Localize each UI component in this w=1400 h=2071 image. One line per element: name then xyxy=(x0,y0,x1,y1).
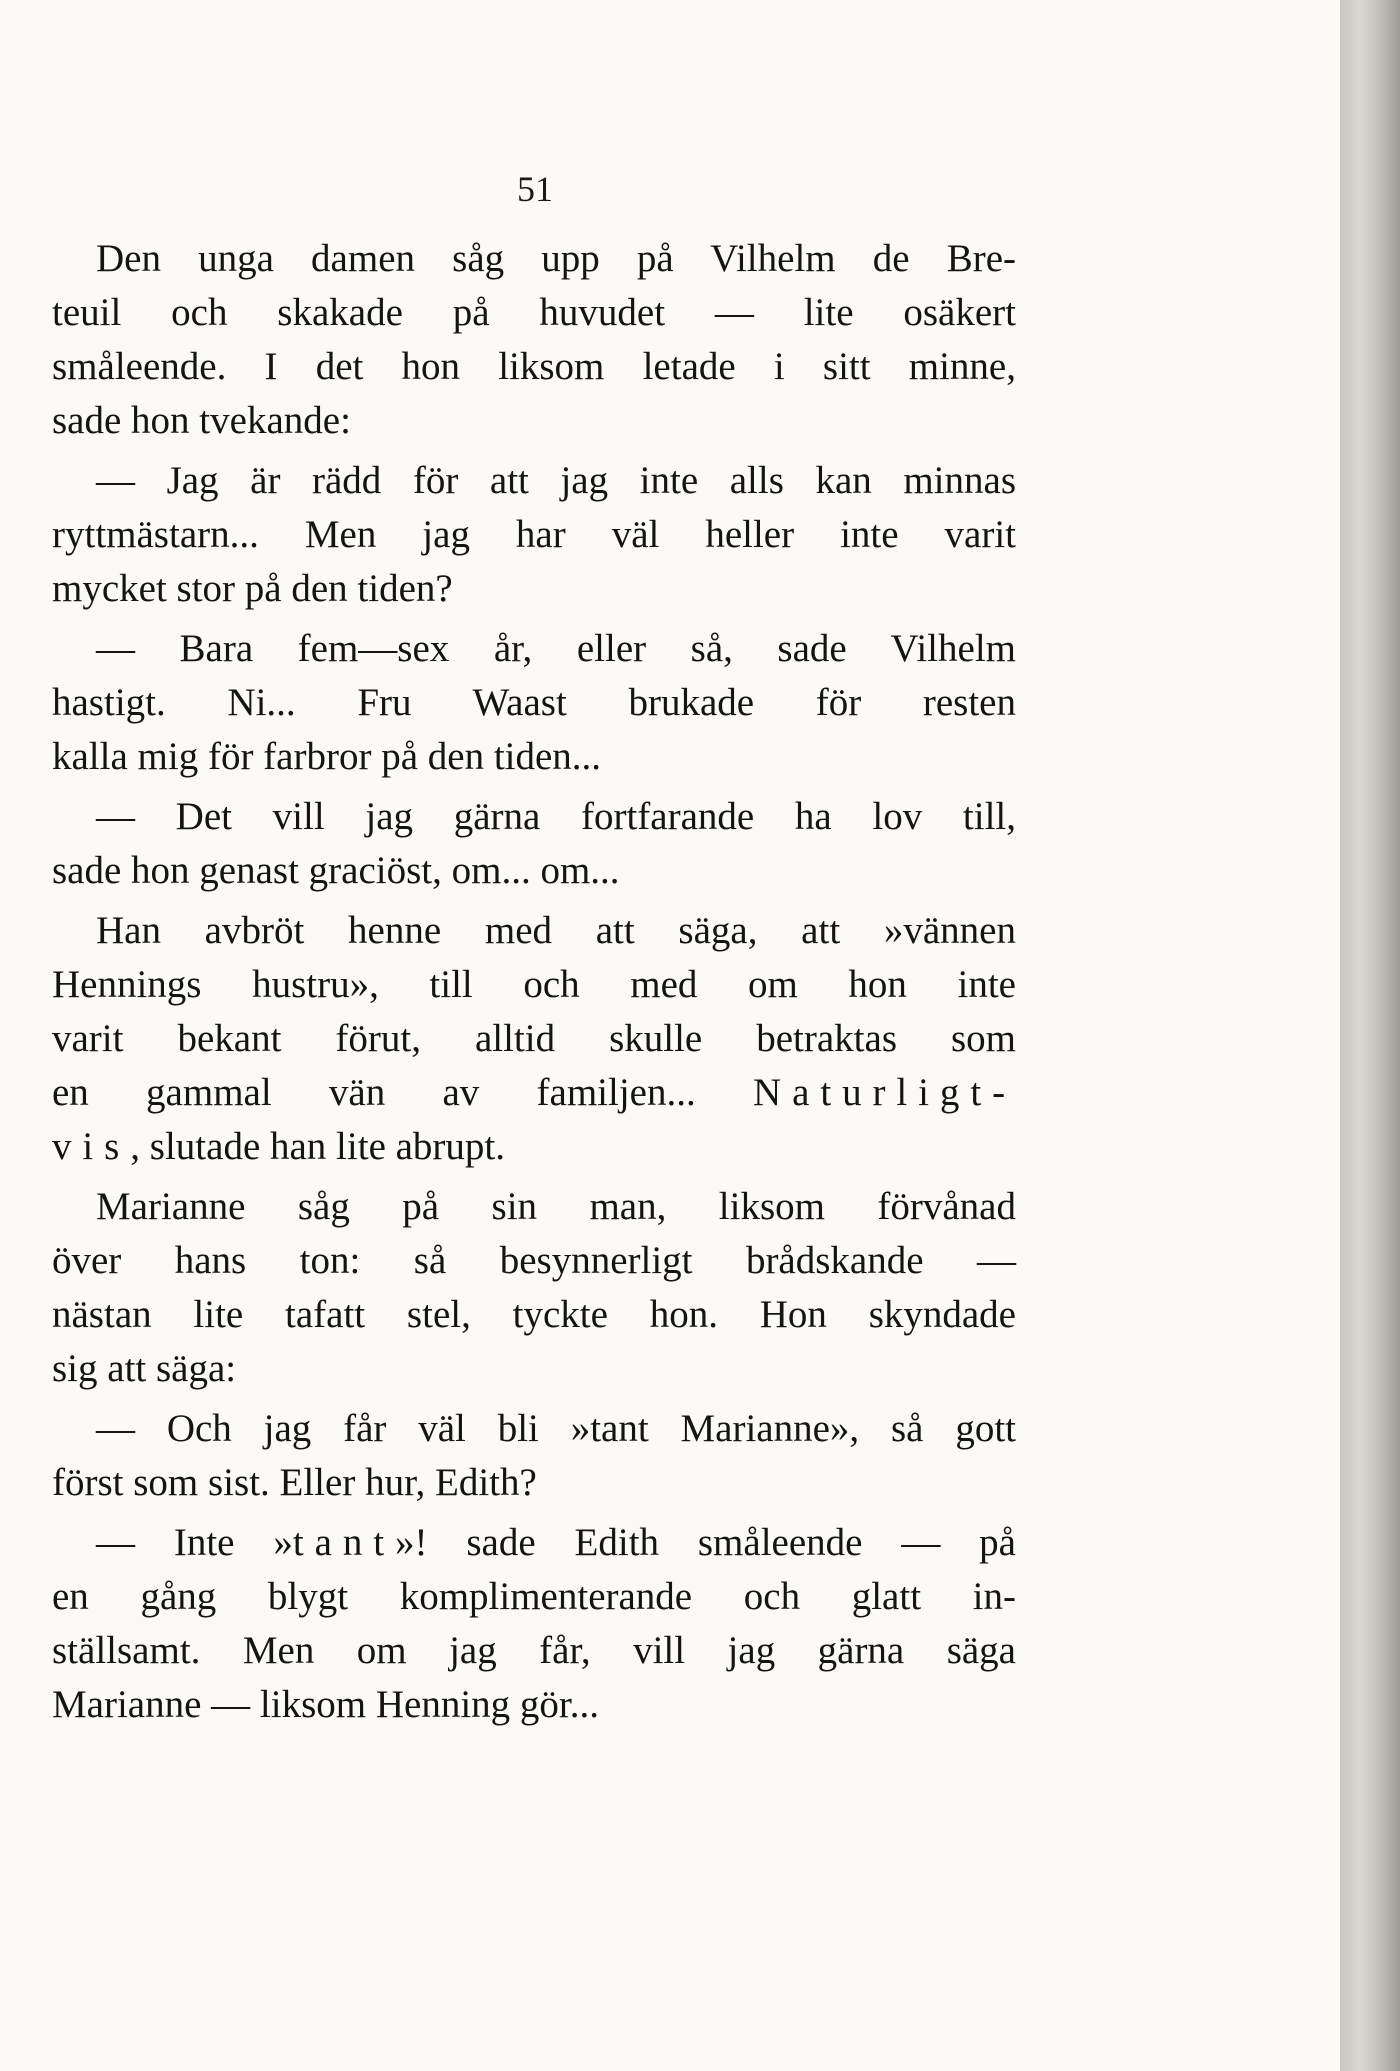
text-line: sig att säga: xyxy=(52,1347,237,1390)
body-text xyxy=(52,232,1016,1738)
text-line: över hans ton: så besynnerligt brådskande — xyxy=(52,1239,1016,1282)
text-line: — Det vill jag gärna fortfarande ha lov till, xyxy=(96,795,1016,838)
text-line xyxy=(52,1120,1016,1174)
page-number: 51 xyxy=(517,169,553,209)
paragraph-7 xyxy=(52,1402,1016,1510)
text-segment: — Inte » xyxy=(96,1521,293,1564)
text-line: en gång blygt komplimenterande och glatt in- xyxy=(52,1575,1016,1618)
text-line: hastigt. Ni... Fru Waast brukade för resten xyxy=(52,681,1016,724)
text-line: — Jag är rädd för att jag inte alls kan minnas xyxy=(96,459,1016,502)
paragraph-6 xyxy=(52,1180,1016,1396)
paragraph-3 xyxy=(52,622,1016,784)
paragraph-1 xyxy=(52,232,1016,448)
spaced-word: vis xyxy=(52,1125,131,1168)
spaced-word: Naturligt- xyxy=(753,1071,1016,1114)
text-line: kalla mig för farbror på den tiden... xyxy=(52,735,602,778)
text-line: — Och jag får väl bli »tant Marianne», så gott xyxy=(96,1407,1016,1450)
text-line: mycket stor på den tiden? xyxy=(52,567,453,610)
text-line: småleende. I det hon liksom letade i sitt minne, xyxy=(52,345,1016,388)
text-line: ställsamt. Men om jag får, vill jag gärna säga xyxy=(52,1629,1016,1672)
paragraph-2 xyxy=(52,454,1016,616)
text-segment: , slutade han lite abrupt. xyxy=(130,1125,506,1168)
text-line: Den unga damen såg upp på Vilhelm de Bre- xyxy=(96,237,1016,280)
spaced-word: tant xyxy=(292,1521,396,1564)
text-line: sade hon genast graciöst, om... om... xyxy=(52,849,620,892)
text-line: först som sist. Eller hur, Edith? xyxy=(52,1461,537,1504)
text-line: Hennings hustru», till och med om hon inte xyxy=(52,963,1016,1006)
text-line: Marianne — liksom Henning gör... xyxy=(52,1683,600,1726)
text-line: teuil och skakade på huvudet — lite osäkert xyxy=(52,291,1016,334)
text-line: Marianne såg på sin man, liksom förvånad xyxy=(96,1185,1016,1228)
text-line: — Bara fem—sex år, eller så, sade Vilhelm xyxy=(96,627,1016,670)
text-line xyxy=(52,1066,1016,1120)
paragraph-5 xyxy=(52,904,1016,1174)
page-edge-shadow xyxy=(1340,0,1400,2071)
text-line: ryttmästarn... Men jag har väl heller inte varit xyxy=(52,513,1016,556)
text-segment: en gammal vän av familjen... xyxy=(52,1071,753,1114)
paragraph-8 xyxy=(52,1516,1016,1732)
text-line: sade hon tvekande: xyxy=(52,399,351,442)
paragraph-4 xyxy=(52,790,1016,898)
text-line: nästan lite tafatt stel, tyckte hon. Hon skyndade xyxy=(52,1293,1016,1336)
text-segment: »! sade Edith småleende — på xyxy=(395,1521,1016,1564)
text-line xyxy=(52,1516,1016,1570)
text-line: Han avbröt henne med att säga, att »vännen xyxy=(96,909,1016,952)
text-line: varit bekant förut, alltid skulle betraktas som xyxy=(52,1017,1016,1060)
